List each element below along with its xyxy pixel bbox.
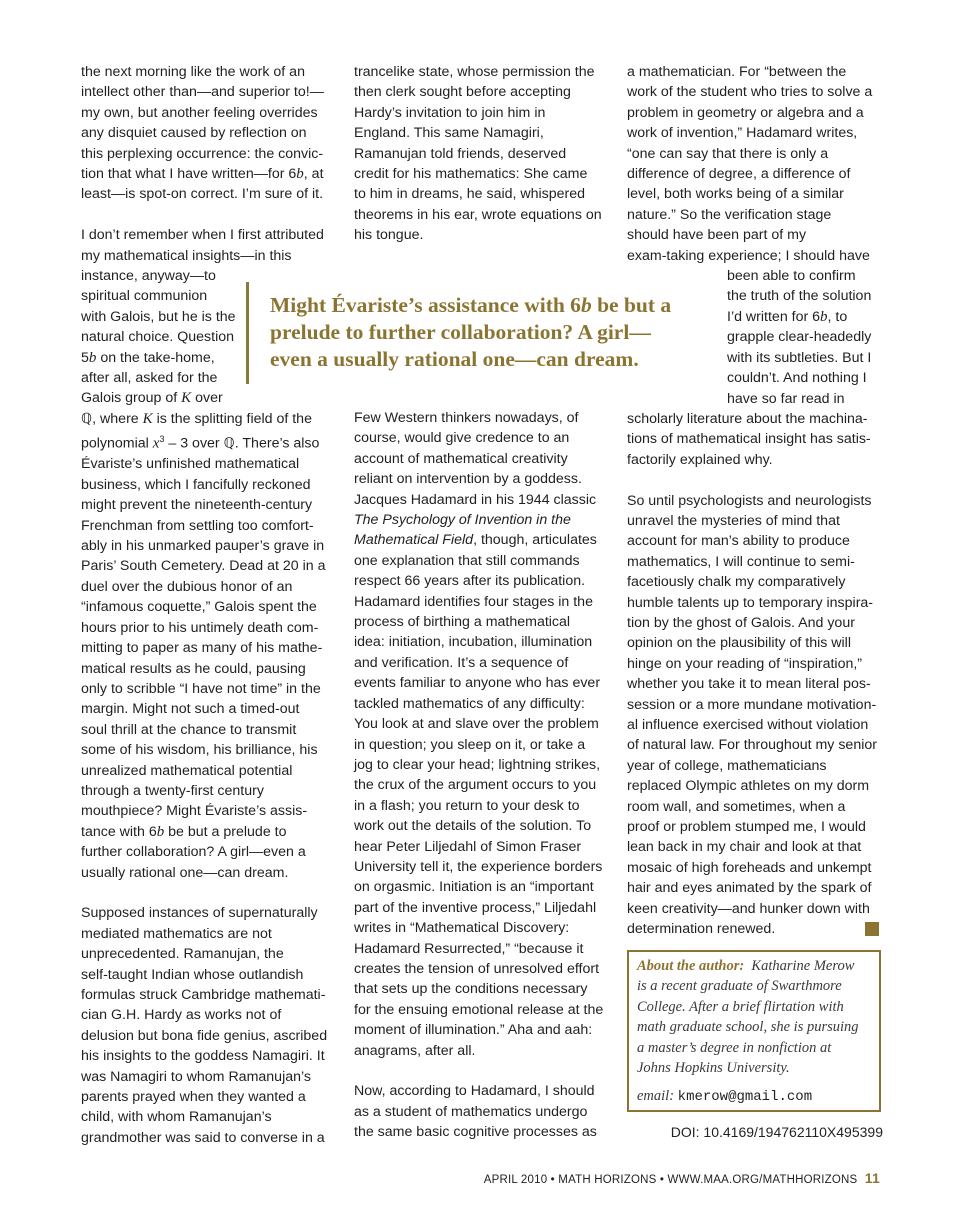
column-3 xyxy=(627,62,883,960)
col2-paragraph-3: Now, according to Hadamard, I should as a student of mathematics undergo the same basic cognitive processes as xyxy=(354,1083,597,1141)
about-author-box xyxy=(627,950,881,1112)
column-2-top xyxy=(354,62,606,266)
column-1-top xyxy=(81,62,331,1169)
footer-text: APRIL 2010 • MATH HORIZONS • WWW.MAA.ORG/MATHHORIZONS xyxy=(483,1174,858,1186)
page-footer xyxy=(480,1170,880,1186)
col1-paragraph-3: Supposed instances of supernaturally mediated mathematics are not unprecedented. Ramanujan, the self-taught Indian whose outlandish formulas struck Cambridge mathemati- cian G.H. Hardy as works not of delusion but bona fide genius, ascribed his insights to the goddess Namagiri. It was Namagiri to whom Ramanujan’s parents prayed when they wanted a child, with whom Ramanujan’s grandmother was said to converse in a xyxy=(81,905,328,1146)
author-bio: About the author: Katharine Merow is a recent graduate of Swarthmore College. After a brief flirtation with math graduate school, she is pursuing a master’s degree in nonfiction at Johns Hopkins University. xyxy=(637,958,859,1077)
col1-paragraph-1: the next morning like the work of an intellect other than—and superior to!— my own, but another feeling overrides any disquiet caused by reflection on this perplexing occurrence: the convic- tion that what I have written—for 6b, at least—is spot-on correct. I’m sure of it. xyxy=(81,64,324,203)
author-email[interactable]: kmerow@gmail.com xyxy=(677,1089,813,1106)
page-number: 11 xyxy=(864,1170,880,1186)
col2-paragraph-2: Few Western thinkers nowadays, of course, would give credence to an account of mathematical creativity reliant on intervention by a goddess. Jacques Hadamard in his 1944 classic The Psychology of Invention in the Mathematical Field, though, articulates one explanation that still commands respect 66 years after its publication. Hadamard identifies four stages in the process of birthing a mathematical idea: initiation, incubation, illumination and verification. It’s a sequence of events familiar to anyone who has ever tackled mathematics of any difficulty: You look at and slave over the problem in question; you sleep on it, or take a jog to clear your head; lightning strikes, the crux of the argument occurs to you in a flash; you return to your desk to work out the details of the solution. To hear Peter Liljedahl of Simon Fraser University tell it, the experience borders on orgasmic. Initiation is an “important part of the inventive process,” Liljedahl writes in “Mathematical Discovery: Hadamard Resurrected,” “because it creates the tension of unresolved effort that sets up the conditions necessary for the ensuing emotional release at the moment of illumination.” Aha and aah: anagrams, after all. xyxy=(354,410,604,1059)
author-label: About the author: xyxy=(637,958,745,974)
col2-paragraph-1: trancelike state, whose permission the then clerk sought before accepting Hardy’s invitation to join him in England. This same Namagiri, Ramanujan told friends, deserved credit for his mathematics: She came to him in dreams, he said, whispered theorems in his ear, wrote equations on his tongue. xyxy=(354,64,602,244)
col3-paragraph-1: a mathematician. For “between the work of the student who tries to solve a problem in geometry or algebra and a work of invention,” Hadamard writes, “one can say that there is only a difference of degree, a difference of level, both works being of a similar nature.” So the verification stage should have been part of my exam-taking experience; I should have been able to confirm the truth of the solution I’d written for 6b, to grapple clear-headedly with its subtleties. But I couldn’t. And nothing I have so far read in scholarly literature about the machina- tions of mathematical insight has satis- factorily explained why. xyxy=(627,64,873,468)
column-2-bottom xyxy=(354,408,606,1163)
pullquote: Might Évariste’s assistance with 6b be but a prelude to further collaboration? A girl— even a usually rational one—can dream. xyxy=(270,293,672,371)
doi: DOI: 10.4169/194762110X495399 xyxy=(670,1124,883,1140)
end-of-article-mark xyxy=(865,922,879,936)
author-email-line xyxy=(637,1088,871,1105)
col1-paragraph-2: I don’t remember when I first attributed my mathematical insights—in this instance, anyway—to spiritual communion with Galois, but he is the natural choice. Question 5b on the take-home, after all, asked for the Galois group of K over ℚ, where K is the splitting field of the polynomial $x^3 - 3$ over ℚ. There’s also Évariste’s unfinished mathematical business, which I fancifully reckoned might prevent the nineteenth-century Frenchman from settling too comfort- ably in his unmarked pauper’s grave in Paris’ South Cemetery. Dead at 20 in a duel over the dubious honor of an “infamous coquette,” Galois spent the hours prior to his untimely death com- mitting to paper as many of his mathe- matical results as he could, pausing only to scribble “I have not time” in the margin. Might not such a timed-out soul thrill at the chance to transmit some of his wisdom, his brilliance, his unrealized mathematical potential through a twenty-first century mouthpiece? Might Évariste’s assis- tance with 6b be but a prelude to further collaboration? A girl—even a usually rational one—can dream. xyxy=(81,227,326,881)
email-label: email: xyxy=(637,1088,675,1105)
col3-paragraph-2: So until psychologists and neurologists unravel the mysteries of mind that account for man’s ability to produce mathematics, I will continue to semi- facetiously chalk my comparatively humble talents up to temporary inspira- tion by the ghost of Galois. And your opinion on the plausibility of this will hinge on your reading of “inspiration,” whether you take it to mean literal pos- session or a more mundane motivation- al influence exercised without violation of natural law. For throughout my senior year of college, mathematicians replaced Olympic athletes on my dorm room wall, and sometimes, when a proof or problem stumped me, I would lean back in my chair and look at that mosaic of high foreheads and unkempt hair and eyes animated by the spark of keen creativity—and hunker down with determination renewed. xyxy=(627,492,877,938)
